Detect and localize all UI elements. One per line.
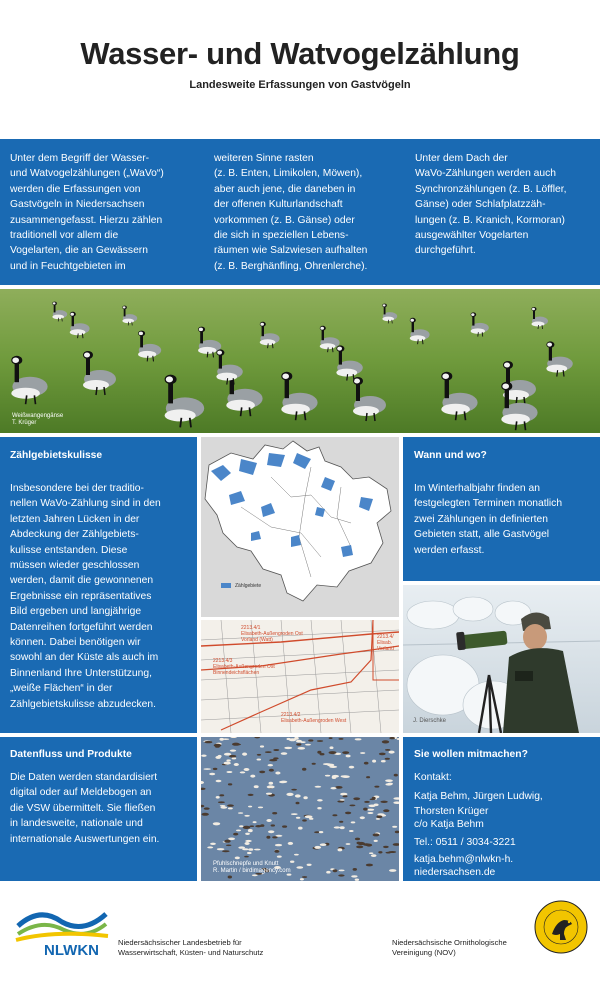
flock-bird xyxy=(274,850,279,853)
flock-bird xyxy=(320,843,327,846)
flock-bird xyxy=(254,785,259,788)
flock-bird xyxy=(349,830,354,832)
flock-bird xyxy=(342,751,349,754)
flock-bird xyxy=(302,819,307,821)
flock-bird xyxy=(351,821,356,823)
flock-bird xyxy=(383,846,389,848)
flock-bird xyxy=(326,871,330,874)
flock-bird xyxy=(267,785,275,788)
flock-bird xyxy=(330,746,334,749)
flock-bird xyxy=(243,826,251,829)
flock-bird xyxy=(260,745,264,747)
flock-bird xyxy=(282,825,287,827)
flock-bird xyxy=(343,795,348,797)
flock-bird xyxy=(300,878,304,880)
wann-text: Im Winterhalbjahr finden an festgelegten Terminen monatlich zwei Zählungen in definierten Gebieten statt, alle Gastvögel werden erfasst. xyxy=(414,483,563,556)
flock-bird xyxy=(319,831,323,833)
flock-bird xyxy=(369,805,376,808)
flock-bird xyxy=(266,836,270,839)
flock-bird xyxy=(268,830,274,833)
flock-bird xyxy=(221,806,228,808)
flock-bird xyxy=(377,813,384,815)
flock-bird xyxy=(259,771,265,774)
flock-bird xyxy=(339,821,343,823)
flock-bird xyxy=(355,738,362,740)
overview-map xyxy=(201,437,399,617)
kulisse-heading: Zählgebietskulisse xyxy=(10,450,103,461)
flock-bird xyxy=(357,842,361,845)
flock-bird xyxy=(323,763,331,765)
page-title: Wasser- und Watvogelzählung xyxy=(80,36,520,71)
flock-bird xyxy=(288,842,293,845)
flock-bird xyxy=(340,826,345,829)
intro-col-1: Unter dem Begriff der Wasser- und Watvogelzählungen („WaVo“) werden die Erfassungen von Gastvögeln in Niedersachsen zusammengefasst. Hierzu zählen traditionell vor allem die Vogelarten, die an Gewässern und in Feuchtgebieten im xyxy=(10,153,164,272)
flock-bird xyxy=(372,760,376,763)
flock-bird xyxy=(236,830,241,832)
flock-bird xyxy=(224,840,230,843)
flock-bird xyxy=(286,793,293,796)
flock-bird xyxy=(269,782,274,785)
detail-map-label-2: 2213.4/3 Elisabeth-Außengroden Ost Binnendeichsflächen xyxy=(213,658,275,676)
detail-map-label-4: 2213.4/ Elisab. Vorland xyxy=(377,634,394,652)
nlwkn-logo xyxy=(14,904,110,964)
flock-bird xyxy=(247,852,252,854)
flock-bird xyxy=(273,749,279,751)
flock-bird xyxy=(374,786,379,788)
flock-bird xyxy=(355,879,359,881)
flock-bird xyxy=(214,744,222,747)
flock-bird xyxy=(255,825,261,827)
flock-bird xyxy=(253,821,257,823)
flock-bird xyxy=(210,843,216,845)
flock-bird xyxy=(244,815,249,817)
flock-bird xyxy=(294,854,299,856)
flock-bird xyxy=(290,861,294,863)
flock-bird xyxy=(369,852,373,854)
flock-bird xyxy=(257,759,262,761)
flock-bird xyxy=(380,801,387,803)
flock-bird xyxy=(213,768,218,770)
flock-bird xyxy=(364,762,369,765)
geese-photo xyxy=(0,289,600,433)
flock-bird xyxy=(312,763,316,765)
flock-bird xyxy=(296,817,300,819)
flock-bird xyxy=(265,751,272,753)
flock-bird xyxy=(296,740,302,743)
flock-bird xyxy=(228,876,232,879)
flock-bird xyxy=(346,755,351,758)
flock-bird xyxy=(216,796,220,799)
daten-text: Die Daten werden standardisiert digital oder auf Meldebogen an die VSW übermittelt. Sie fließen in landesweite, nationale und internationale Auswertungen ein. xyxy=(10,772,160,845)
flock-bird xyxy=(385,783,392,785)
wann-heading: Wann und wo? xyxy=(414,450,487,461)
observer-photo-caption: J. Dierschke xyxy=(413,718,447,724)
flock-bird xyxy=(245,833,250,835)
flock-bird xyxy=(254,849,261,851)
flock-bird xyxy=(227,804,234,806)
flock-bird xyxy=(355,838,360,841)
flock-bird xyxy=(364,801,370,803)
geese-photo-caption: Weißwangengänse T. Krüger xyxy=(12,413,64,426)
flock-bird xyxy=(218,755,222,758)
flock-bird xyxy=(209,773,215,775)
nov-seal-icon xyxy=(534,900,588,954)
flock-bird xyxy=(245,840,252,842)
flock-bird xyxy=(269,759,277,761)
daten-panel xyxy=(0,737,197,881)
detail-map-label-3: 2213.4/2 Elisabeth-Außengroden West xyxy=(281,712,347,724)
flock-bird xyxy=(281,752,287,755)
flock-bird xyxy=(379,753,386,756)
flock-bird xyxy=(284,747,292,749)
flock-bird xyxy=(272,812,277,814)
flock-bird xyxy=(275,844,282,846)
flock-bird xyxy=(234,763,239,766)
flock-bird xyxy=(244,768,250,771)
geese-image xyxy=(0,289,600,433)
kulisse-text: Insbesondere bei der traditio- nellen WaVo-Zählung sind in den letzten Jahren Lücken in der Abdeckung der Zählgebiets- kulisse entstanden. Diese müssen wieder geschlossen werden, damit die gewonnenen Ergebnisse ein repräsentatives Bild ergeben und langjährige Datenreihen fortgeführt werden können. Dabei benötigen wir sowohl an der Küste als auch im Binnenland Ihre Unterstützung, „weiße Flächen“ in der Zählgebietskulisse abzudecken. xyxy=(10,483,161,710)
flock-bird xyxy=(245,842,250,845)
flock-bird xyxy=(257,754,261,756)
flock-bird xyxy=(233,833,238,836)
nlwkn-logo-text: NLWKN xyxy=(44,942,99,959)
nov-seal xyxy=(534,900,588,954)
flock-bird xyxy=(331,787,337,789)
mitmachen-panel xyxy=(403,737,600,881)
flock-bird xyxy=(303,796,307,799)
flock-bird xyxy=(388,851,396,853)
map-legend-label: Zählgebiete xyxy=(235,583,262,589)
flock-bird xyxy=(233,744,241,746)
intro-col-3: Unter dem Dach der WaVo-Zählungen werden auch Synchronzählungen (z. B. Löffler, Gänse) oder Schlafplatzzäh- lungen (z. B. Kranich, Kormoran) ausgewählter Vogelarten durchgeführt. xyxy=(415,153,567,257)
flock-bird xyxy=(219,738,224,741)
flock-bird xyxy=(298,747,306,750)
flock-bird xyxy=(268,764,273,766)
flock-bird xyxy=(305,815,313,818)
flock-bird xyxy=(337,801,344,803)
nlwkn-wave-icon xyxy=(14,904,110,944)
lower-saxony-map xyxy=(201,437,399,617)
flock-bird xyxy=(229,755,236,758)
daten-heading: Datenfluss und Produkte xyxy=(10,749,132,760)
flock-bird xyxy=(228,807,233,809)
flock-bird xyxy=(381,760,386,762)
flock-bird xyxy=(291,789,297,791)
flock-bird xyxy=(296,743,301,745)
flock-bird xyxy=(385,779,393,782)
flock-bird xyxy=(338,874,344,876)
observer-image xyxy=(403,585,600,733)
flock-bird xyxy=(272,836,278,838)
flock-bird xyxy=(242,753,247,756)
flock-bird xyxy=(360,752,365,754)
flock-bird xyxy=(307,864,312,866)
flock-bird xyxy=(248,806,252,808)
contact-phone: Tel.: 0511 / 3034-3221 xyxy=(414,837,516,848)
flock-bird xyxy=(232,757,237,759)
flock-bird xyxy=(371,854,377,857)
wann-panel xyxy=(403,437,600,581)
flock-bird xyxy=(332,814,337,816)
flock-bird xyxy=(389,751,395,754)
flock-bird xyxy=(349,805,355,807)
flock-bird xyxy=(216,780,222,783)
flock-bird xyxy=(317,799,323,801)
flock-bird xyxy=(248,794,254,796)
flock-bird xyxy=(296,802,300,805)
flock-bird xyxy=(287,738,291,740)
flock-bird xyxy=(275,772,280,775)
flock-bird xyxy=(201,755,206,757)
flock-bird xyxy=(271,824,275,826)
flock-bird xyxy=(351,875,357,877)
flock-bird xyxy=(238,812,243,814)
flock-bird xyxy=(217,848,225,850)
flock-bird xyxy=(366,864,373,867)
contact-co: c/o Katja Behm xyxy=(414,819,484,830)
kulisse-panel xyxy=(0,437,197,733)
intro-col-2: weiteren Sinne rasten (z. B. Enten, Limikolen, Möwen), aber auch jene, die daneben in der offenen Kulturlandschaft vorkommen (z. B. Gänse) oder die sich in speziellen Lebens- räumen wie Salzwiesen aufhalten (z. B. Berghänfling, Ohrenlerche). xyxy=(214,153,368,272)
flock-bird xyxy=(258,807,263,809)
flock-bird xyxy=(367,812,373,814)
observer-photo xyxy=(403,585,600,733)
flock-photo xyxy=(201,737,399,881)
nlwkn-name: Niedersächsischer Landesbetrieb für Wasserwirtschaft, Küsten- und Naturschutz xyxy=(118,938,264,957)
flock-bird xyxy=(378,851,382,853)
flock-bird xyxy=(394,774,398,777)
flock-bird xyxy=(240,771,246,773)
flock-bird xyxy=(224,753,231,756)
flock-bird xyxy=(250,775,255,778)
flock-bird xyxy=(356,846,363,849)
flock-bird xyxy=(213,822,220,825)
flock-bird xyxy=(224,762,231,765)
flock-bird xyxy=(204,807,210,809)
nov-name: Niedersächsische Ornithologische Vereinigung (NOV) xyxy=(392,938,507,957)
flock-bird xyxy=(382,740,389,743)
flock-bird xyxy=(226,759,230,761)
flock-bird xyxy=(248,829,253,832)
flock-bird xyxy=(329,766,337,768)
flock-bird xyxy=(374,840,378,842)
flock-bird xyxy=(340,799,345,801)
flock-bird xyxy=(339,738,344,740)
flock-bird xyxy=(228,838,235,841)
flock-bird xyxy=(376,815,382,818)
flock-bird xyxy=(315,786,322,788)
flock-bird xyxy=(302,768,306,771)
contact-email[interactable]: katja.behm@nlwkn-h. niedersachsen.de xyxy=(414,854,514,878)
flock-bird xyxy=(226,771,232,773)
flock-bird xyxy=(363,808,368,811)
detail-map xyxy=(201,620,399,733)
flock-bird xyxy=(222,850,230,852)
flock-bird xyxy=(317,807,321,809)
flock-bird xyxy=(332,775,339,778)
flock-bird xyxy=(385,758,390,760)
flock-bird xyxy=(281,781,288,783)
flock-bird xyxy=(202,813,209,816)
flock-bird xyxy=(244,856,249,858)
flock-bird xyxy=(329,737,333,739)
flock-bird xyxy=(238,846,245,848)
flock-bird xyxy=(302,876,307,878)
flock-bird xyxy=(266,819,271,822)
flock-bird xyxy=(295,794,301,797)
flock-bird xyxy=(389,737,395,739)
flock-bird xyxy=(353,868,357,871)
flock-bird xyxy=(226,845,231,847)
flock-bird xyxy=(317,751,321,754)
flock-bird xyxy=(334,826,341,828)
mitmachen-heading: Sie wollen mitmachen? xyxy=(414,749,528,760)
flock-bird xyxy=(385,749,390,751)
flock-bird xyxy=(339,870,345,872)
intro-panel xyxy=(0,139,600,285)
flock-bird xyxy=(367,809,374,811)
flock-bird xyxy=(370,799,376,801)
flock-bird xyxy=(308,739,313,741)
flock-bird xyxy=(376,818,380,820)
flock-bird xyxy=(338,848,343,851)
flock-bird xyxy=(353,797,360,800)
flock-bird xyxy=(204,741,212,743)
flock-bird xyxy=(218,801,225,803)
contact-names: Katja Behm, Jürgen Ludwig, Thorsten Krüger xyxy=(414,791,543,818)
flock-bird xyxy=(340,793,347,796)
flock-bird xyxy=(228,783,232,785)
flock-bird xyxy=(392,826,397,828)
flock-bird xyxy=(219,794,224,796)
flock-bird xyxy=(305,744,311,746)
flock-bird xyxy=(314,846,321,849)
flock-bird xyxy=(266,793,272,795)
flock-bird xyxy=(360,816,365,819)
flock-bird xyxy=(317,740,323,742)
flock-bird xyxy=(291,813,298,815)
detail-map-label-1: 2213.4/1 Elisabeth-Außengroden Ost Vorland (Watt) xyxy=(241,625,303,643)
flock-bird xyxy=(333,869,338,872)
flock-bird xyxy=(230,750,236,752)
flock-bird xyxy=(298,827,303,830)
flock-bird xyxy=(250,825,255,827)
flock-bird xyxy=(346,843,351,845)
flock-bird xyxy=(277,856,282,858)
flock-bird xyxy=(389,869,396,872)
flock-bird xyxy=(325,775,330,777)
flock-bird xyxy=(207,846,213,848)
flock-bird xyxy=(239,825,243,827)
flock-bird xyxy=(383,809,389,812)
flock-bird xyxy=(296,866,303,868)
flock-bird xyxy=(248,848,253,851)
contact-label: Kontakt: xyxy=(414,772,452,783)
flock-image xyxy=(201,737,399,881)
flock-bird xyxy=(341,775,349,777)
flock-bird xyxy=(329,751,337,754)
flock-bird xyxy=(349,766,354,769)
page-subtitle: Landesweite Erfassungen von Gastvögeln xyxy=(189,79,411,91)
flock-photo-caption: Pfuhlschnepfe und Knutt R. Martin / birdimagency.com xyxy=(213,861,291,874)
flock-bird xyxy=(373,833,380,836)
flock-bird xyxy=(235,857,240,860)
flock-bird xyxy=(345,812,351,815)
flock-bird xyxy=(269,769,274,772)
flock-bird xyxy=(366,776,370,778)
flock-bird xyxy=(203,768,211,770)
